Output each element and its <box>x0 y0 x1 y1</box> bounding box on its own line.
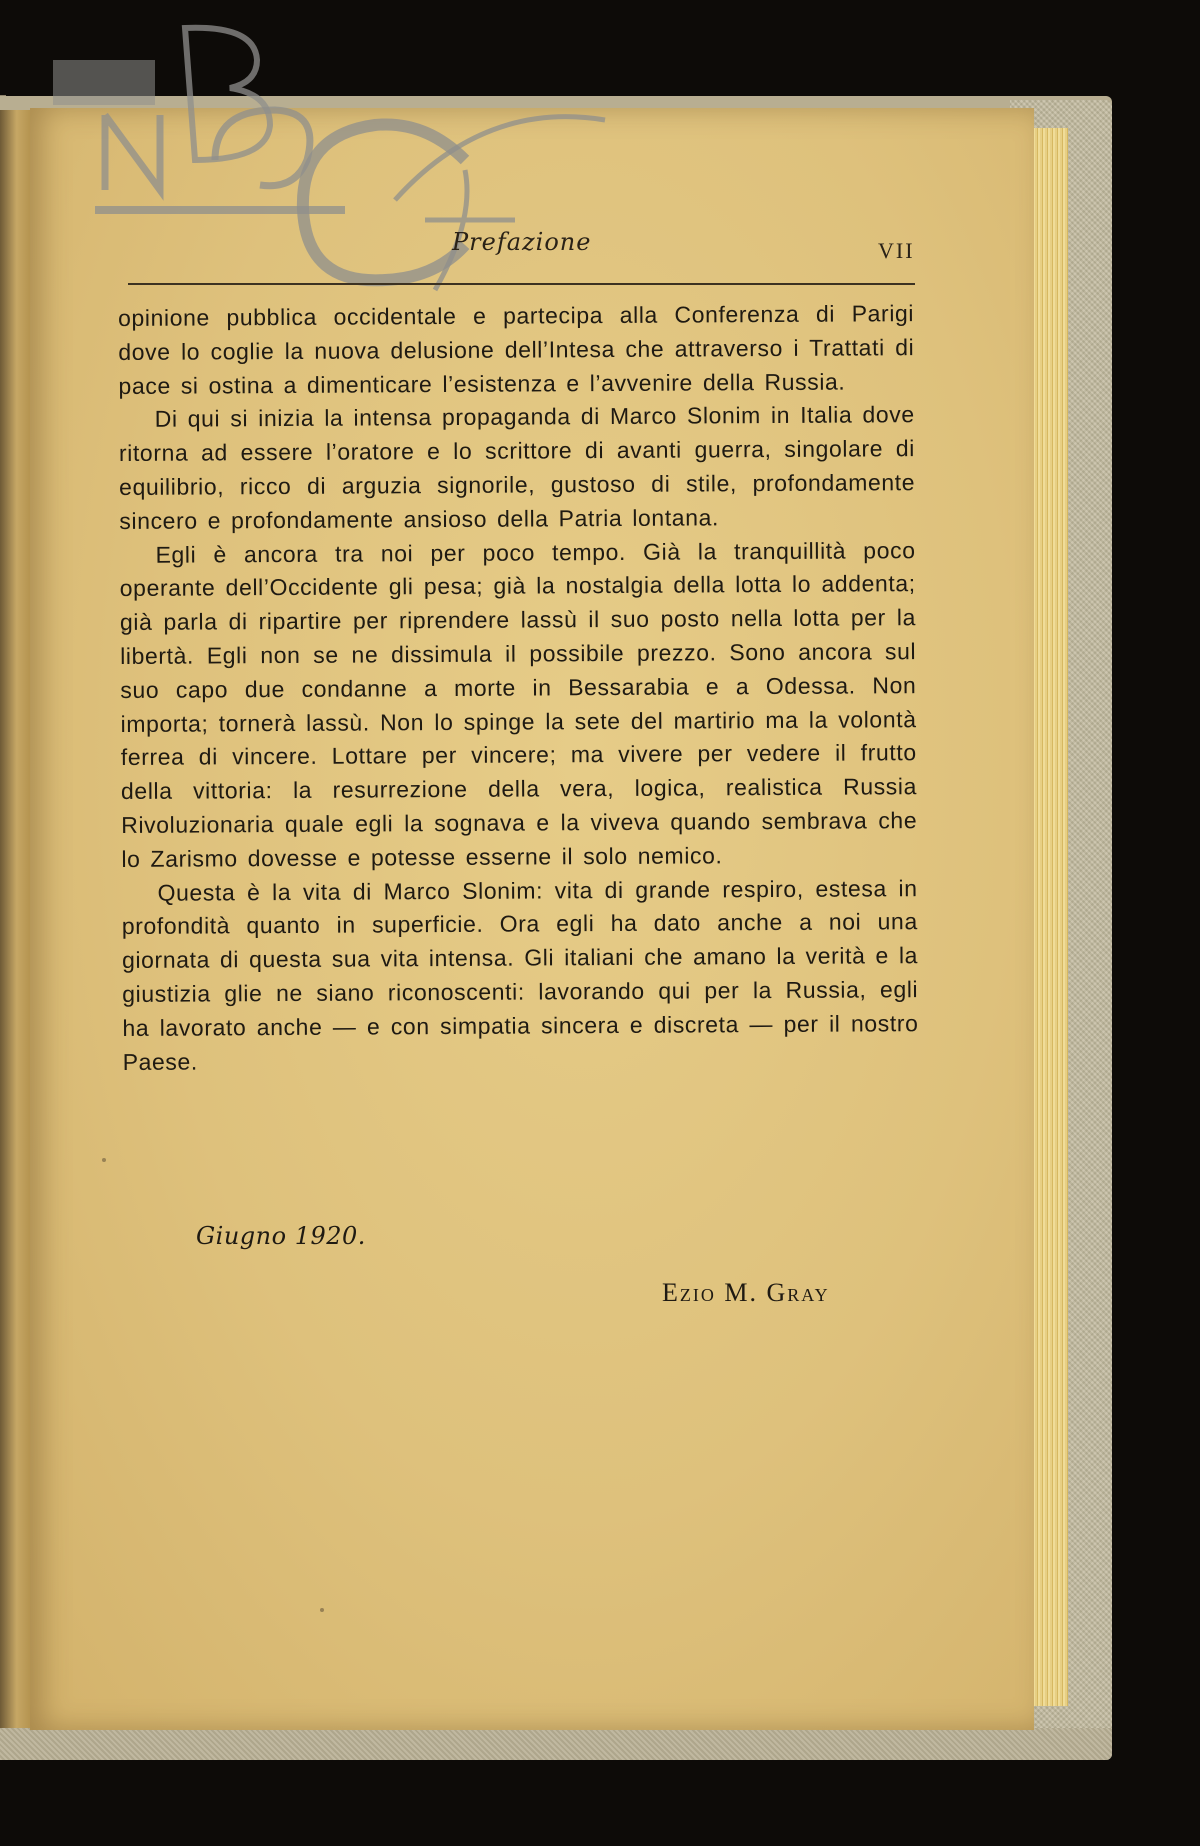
running-title: Prefazione <box>452 228 592 256</box>
page-number: VII <box>878 238 915 263</box>
dateline: Giugno 1920. <box>196 1222 366 1250</box>
left-page-edge <box>0 105 30 1740</box>
cover-bottom-edge <box>0 1728 1112 1760</box>
paper-speck <box>320 1608 324 1612</box>
page-stack-edge <box>1030 128 1068 1706</box>
body-text <box>118 297 919 1079</box>
signature: Ezio M. Gray <box>662 1278 830 1307</box>
paragraph: Di qui si inizia la intensa propaganda di Marco Slonim in Italia dove ritorna ad essere l’oratore e lo scrittore di avanti guerra, singolare di equilibrio, ricco di arguzia signorile, gustoso di stile, profondamente sincero e profondamente ansioso della Patria lontana. <box>118 401 916 534</box>
paragraph: opinione pubblica occidentale e partecipa alla Conferenza di Parigi dove lo coglie la nuova delusione dell’Intesa che attraverso i Trattati di pace si ostina a dimenticare l’esistenza e l’avvenire della Russia. <box>118 300 915 399</box>
paragraph: Questa è la vita di Marco Slonim: vita di grande respiro, estesa in profondità quanto in superficie. Ora egli ha dato anche a noi una giornata di questa sua vita intensa. Gli italiani che amano la verità e la giustizia glie ne siano riconoscenti: lavorando qui per la Russia, egli ha lavorato anche — e con simpatia sincera e discreta — per il nostro Paese. <box>121 874 919 1075</box>
paragraph: Egli è ancora tra noi per poco tempo. Già la tranquillità poco operante dell’Occidente gli pesa; già la nostalgia della lotta lo addenta; già parla di ripartire per riprendere lassù il suo posto nella lotta per la libertà. Egli non se ne dissimula il possibile prezzo. Sono ancora sul suo capo due condanne a morte in Bessarabia e a Odessa. Non importa; tornerà lassù. Non lo spinge la sete del martirio ma la volontà ferrea di vincere. Lottare per vincere; ma vivere per vedere il frutto della vittoria: la resurrezione della vera, logica, realistica Russia Rivoluzionaria quale egli la sognava e la viveva quando sembrava che lo Zarismo dovesse e potesse esserne il solo nemico. <box>119 536 918 872</box>
header-rule <box>128 283 915 285</box>
paper-speck <box>102 1158 106 1162</box>
